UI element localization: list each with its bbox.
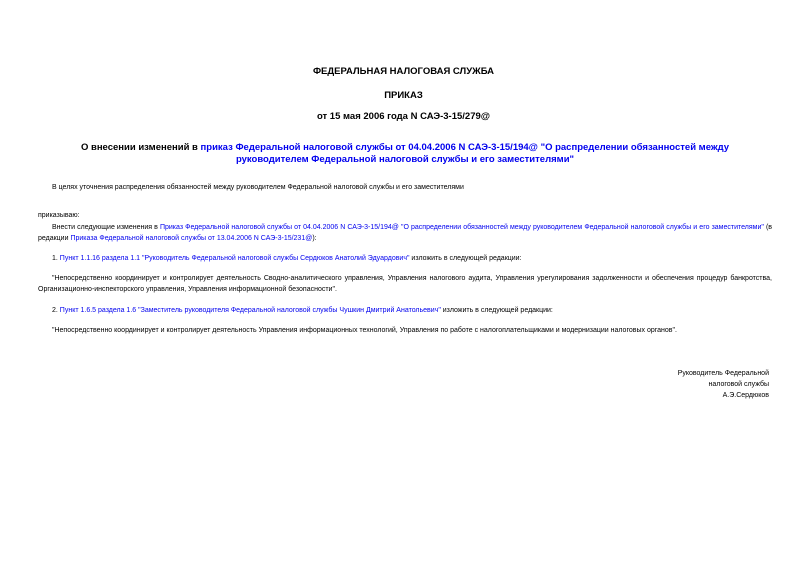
- item-2-paragraph: [38, 305, 772, 316]
- item-2-link[interactable]: Пункт 1.6.5 раздела 1.6 "Заместитель руководителя Федеральной налоговой службы Чушкин Дмитрий Анатольевич": [59, 307, 441, 314]
- item-1-paragraph: [38, 253, 772, 264]
- issuer-heading: ФЕДЕРАЛЬНАЯ НАЛОГОВАЯ СЛУЖБА: [312, 66, 495, 77]
- changes-link-order[interactable]: Приказ Федеральной налоговой службы от 04.04.2006 N САЭ-3-15/194@ "О распределении обязанностей между руководителем Федеральной налоговой службы и его заместителями": [159, 224, 764, 231]
- signature-line-position: Руководитель Федеральной: [677, 370, 769, 377]
- item-2-text: "Непосредственно координирует и контролирует деятельность Управления информационных технологий, Управления по работе с налогоплательщиками и модернизации налоговых органов".: [52, 327, 677, 334]
- changes-link-revision[interactable]: Приказа Федеральной налоговой службы от 13.04.2006 N САЭ-3-15/231@: [70, 235, 313, 242]
- changes-prefix: Внести следующие изменения в: [52, 224, 160, 231]
- item-1-prefix: 1.: [52, 255, 60, 262]
- title-link[interactable]: приказ Федеральной налоговой службы от 04.04.2006 N САЭ-3-15/194@ "О распределении обязанностей между руководителем Федеральной налоговой службы и его заместителями": [200, 142, 730, 165]
- item-2-suffix: изложить в следующей редакции:: [440, 307, 553, 314]
- changes-mid: (в редакции: [38, 224, 773, 242]
- item-2-prefix: 2.: [52, 307, 60, 314]
- document-title: [60, 142, 750, 166]
- item-1-text: "Непосредственно координирует и контролирует деятельность Сводно-аналитического управления, Управления налогового аудита, Управления урегулирования задолженности и обеспечения процедур банкротства, Организационно-инспекторского управления, Управления информационной безопасности".: [38, 275, 772, 293]
- doc-type-heading: ПРИКАЗ: [384, 90, 423, 101]
- item-1-link[interactable]: Пункт 1.1.16 раздела 1.1 "Руководитель Федеральной налоговой службы Сердюков Анатолий Эдуардович": [59, 255, 410, 262]
- date-number-heading: от 15 мая 2006 года N САЭ-3-15/279@: [316, 111, 491, 122]
- signature-line-name: А.Э.Сердюков: [722, 392, 769, 399]
- order-paragraph: приказываю:: [38, 212, 80, 219]
- signature-line-agency: налоговой службы: [708, 381, 769, 388]
- intro-paragraph: В целях уточнения распределения обязанностей между руководителем Федеральной налоговой службы и его заместителями: [52, 184, 464, 191]
- changes-paragraph: [38, 222, 772, 244]
- item-1-suffix: изложить в следующей редакции:: [409, 255, 522, 262]
- changes-suffix: ):: [312, 235, 317, 242]
- signature-block: [678, 368, 769, 401]
- title-prefix: О внесении изменений в: [80, 142, 201, 153]
